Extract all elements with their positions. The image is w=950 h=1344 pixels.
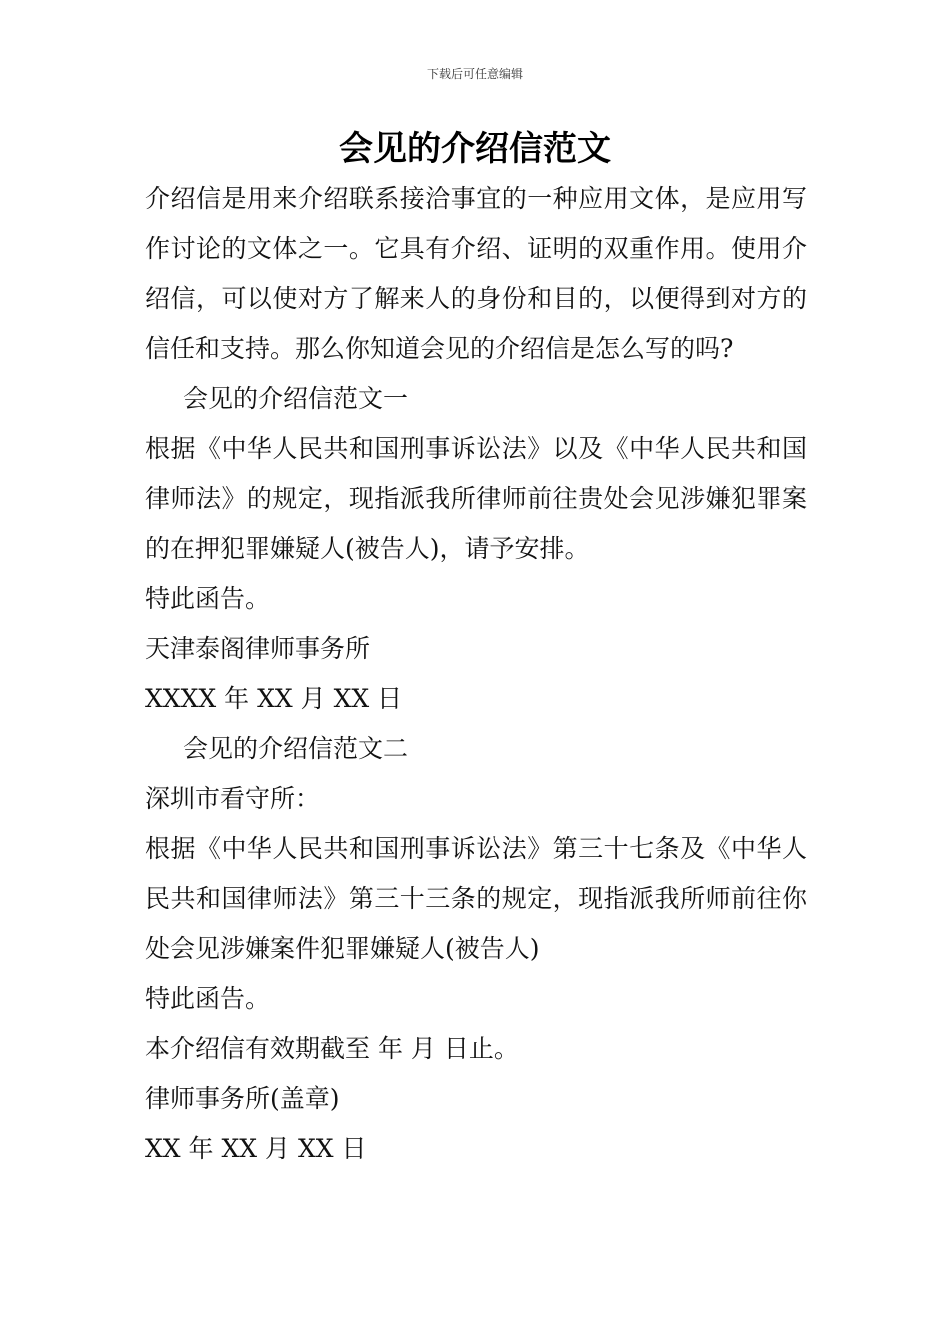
sample2-signature: 律师事务所(盖章) [145, 1084, 340, 1113]
intro-paragraph: 介绍信是用来介绍联系接洽事宜的一种应用文体，是应用写作讨论的文体之一。它具有介绍、证明的双重作用。使用介绍信，可以使对方了解来人的身份和目的，以便得到对方的信任和支持。那么你知道会见的介绍信是怎么写的吗? [145, 184, 807, 363]
sample2-validity: 本介绍信有效期截至 年 月 日止。 [145, 1034, 519, 1063]
sample1-closing: 特此函告。 [145, 584, 271, 613]
sample2-body: 根据《中华人民共和国刑事诉讼法》第三十七条及《中华人民共和国律师法》第三十三条的规定，现指派我所师前往你处会见涉嫌案件犯罪嫌疑人(被告人) [145, 834, 807, 963]
sample1-heading: 会见的介绍信范文一 [183, 384, 409, 413]
sample1-body: 根据《中华人民共和国刑事诉讼法》以及《中华人民共和国律师法》的规定，现指派我所律师前往贵处会见涉嫌犯罪案的在押犯罪嫌疑人(被告人)，请予安排。 [145, 434, 807, 563]
sample2-heading: 会见的介绍信范文二 [183, 734, 409, 763]
sample2-recipient: 深圳市看守所： [145, 784, 321, 813]
sample2-date: XX 年 XX 月 XX 日 [145, 1134, 367, 1163]
sample2-closing: 特此函告。 [145, 984, 271, 1013]
sample1-date: XXXX 年 XX 月 XX 日 [145, 684, 403, 713]
header-note: 下载后可任意编辑 [426, 67, 523, 81]
sample1-signature: 天津泰阁律师事务所 [145, 634, 371, 663]
document-title: 会见的介绍信范文 [339, 129, 611, 169]
document-body [145, 174, 807, 1174]
